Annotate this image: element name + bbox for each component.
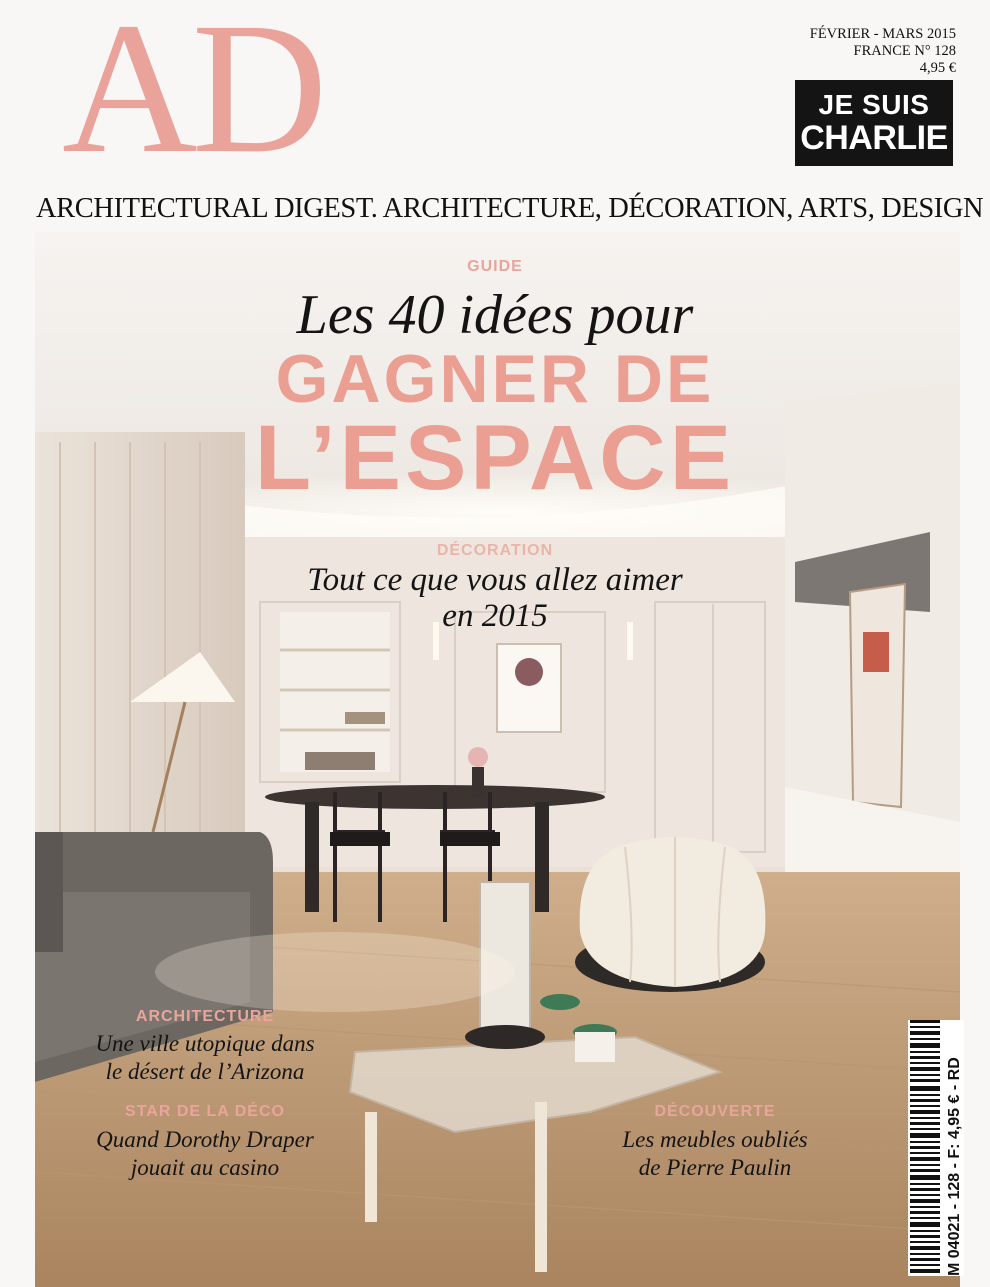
- feature-decoration-line-1: Tout ce que vous allez aimer: [307, 562, 683, 598]
- je-suis-charlie-badge: [795, 80, 953, 166]
- feature-star-line-2: jouait au casino: [130, 1155, 280, 1180]
- issue-number: FRANCE N° 128: [853, 43, 956, 59]
- feature-star-line-1: Quand Dorothy Draper: [96, 1127, 314, 1152]
- feature-architecture-line-2: le désert de l’Arizona: [105, 1059, 305, 1084]
- badge-line-1: JE SUIS: [818, 89, 930, 120]
- headline-line-3: L’ESPACE: [254, 407, 736, 509]
- feature-architecture-line-1: Une ville utopique dans: [95, 1031, 315, 1056]
- feature-decoration-line-2: en 2015: [442, 598, 548, 634]
- feature-architecture-kicker: ARCHITECTURE: [135, 1008, 275, 1025]
- feature-star-kicker: STAR DE LA DÉCO: [125, 1103, 285, 1120]
- issue-price: 4,95 €: [919, 60, 956, 76]
- headline-line-2: GAGNER DE: [275, 341, 715, 417]
- masthead-tagline: ARCHITECTURAL DIGEST. ARCHITECTURE, DÉCORATION, ARTS, DESIGN: [36, 193, 984, 224]
- issue-date: FÉVRIER - MARS 2015: [809, 26, 956, 42]
- masthead-logo: AD: [62, 0, 322, 192]
- headline-kicker: GUIDE: [467, 258, 523, 275]
- barcode: [908, 1020, 964, 1276]
- barcode-number: M 04021 - 128 - F: 4,95 € - RD: [946, 1057, 963, 1276]
- badge-line-2: CHARLIE: [800, 119, 948, 157]
- feature-decoration-kicker: DÉCORATION: [436, 542, 554, 559]
- issue-info: [810, 26, 956, 77]
- feature-decouverte-kicker: DÉCOUVERTE: [654, 1103, 776, 1120]
- feature-decouverte-line-1: Les meubles oubliés: [622, 1127, 808, 1152]
- headline-line-1: Les 40 idées pour: [296, 284, 694, 346]
- feature-decouverte-line-2: de Pierre Paulin: [638, 1155, 792, 1180]
- barcode-bars: [910, 1020, 940, 1276]
